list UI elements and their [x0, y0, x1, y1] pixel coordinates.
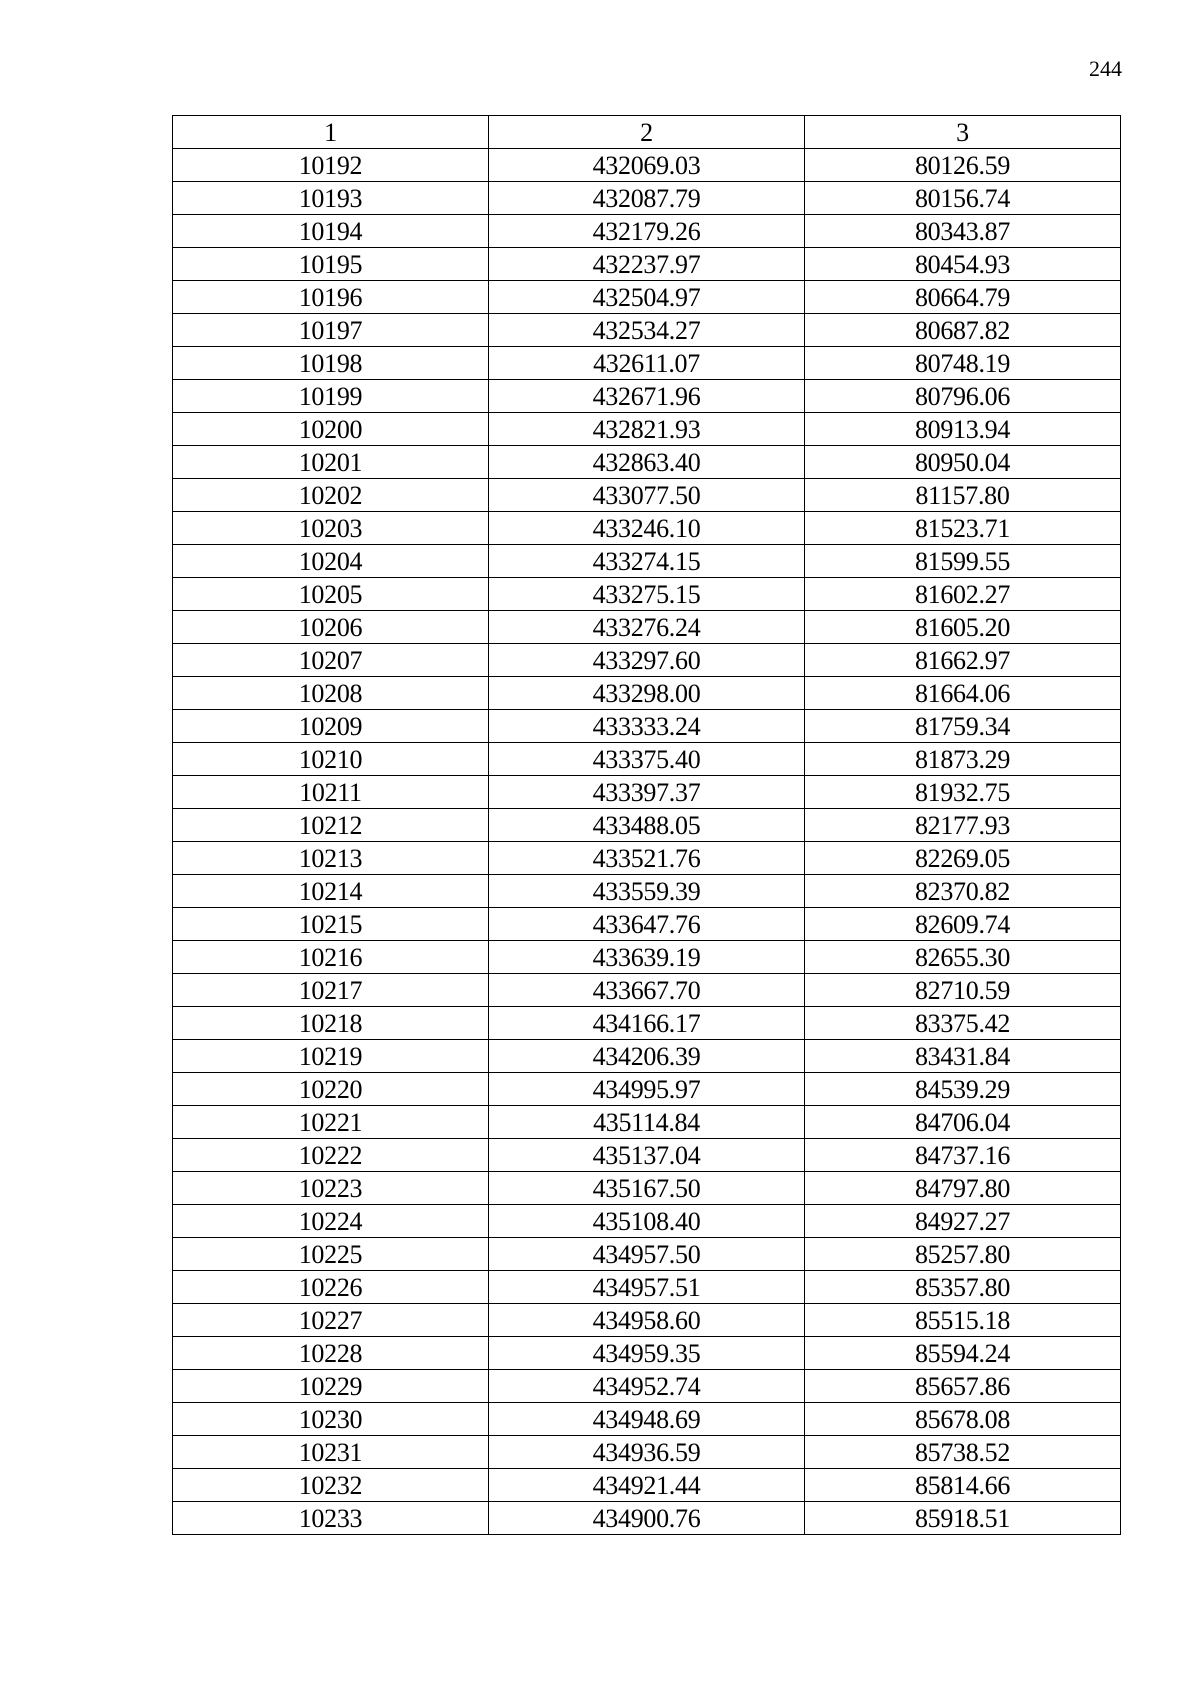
table-cell-col-1: 10226 — [173, 1271, 489, 1304]
table-row — [173, 1238, 1121, 1271]
table-row — [173, 1205, 1121, 1238]
table-cell-col-2: 433375.40 — [489, 743, 805, 776]
table-row — [173, 512, 1121, 545]
table-row — [173, 1304, 1121, 1337]
table-cell-col-1: 10200 — [173, 413, 489, 446]
table-cell-col-3: 85678.08 — [805, 1403, 1121, 1436]
table-cell-col-2: 432504.97 — [489, 281, 805, 314]
table-cell-col-1: 10210 — [173, 743, 489, 776]
table-cell-col-1: 10225 — [173, 1238, 489, 1271]
table-cell-col-3: 84706.04 — [805, 1106, 1121, 1139]
table-cell-col-1: 10194 — [173, 215, 489, 248]
table-row — [173, 1403, 1121, 1436]
table-cell-col-1: 10205 — [173, 578, 489, 611]
table-cell-col-2: 432087.79 — [489, 182, 805, 215]
table-body — [173, 149, 1121, 1535]
table-row — [173, 578, 1121, 611]
table-row — [173, 1469, 1121, 1502]
table-cell-col-1: 10201 — [173, 446, 489, 479]
table-cell-col-2: 433298.00 — [489, 677, 805, 710]
table-cell-col-3: 81599.55 — [805, 545, 1121, 578]
coordinates-table — [172, 115, 1121, 1535]
table-row — [173, 974, 1121, 1007]
table-cell-col-1: 10215 — [173, 908, 489, 941]
table-cell-col-2: 434959.35 — [489, 1337, 805, 1370]
table-row — [173, 1337, 1121, 1370]
table-cell-col-2: 432069.03 — [489, 149, 805, 182]
table-row — [173, 1139, 1121, 1172]
table-cell-col-3: 82710.59 — [805, 974, 1121, 1007]
table-row — [173, 1370, 1121, 1403]
table-cell-col-1: 10214 — [173, 875, 489, 908]
table-row — [173, 479, 1121, 512]
column-header-2: 2 — [489, 116, 805, 149]
table-row — [173, 1040, 1121, 1073]
table-row — [173, 281, 1121, 314]
table-cell-col-3: 80454.93 — [805, 248, 1121, 281]
table-cell-col-1: 10197 — [173, 314, 489, 347]
table-cell-col-3: 80664.79 — [805, 281, 1121, 314]
table-row — [173, 809, 1121, 842]
table-row — [173, 710, 1121, 743]
table-cell-col-2: 435137.04 — [489, 1139, 805, 1172]
table-cell-col-3: 85515.18 — [805, 1304, 1121, 1337]
table-cell-col-3: 85918.51 — [805, 1502, 1121, 1535]
table-cell-col-1: 10222 — [173, 1139, 489, 1172]
table-cell-col-1: 10199 — [173, 380, 489, 413]
table-cell-col-3: 81759.34 — [805, 710, 1121, 743]
table-cell-col-1: 10231 — [173, 1436, 489, 1469]
table-cell-col-2: 433246.10 — [489, 512, 805, 545]
table-cell-col-3: 82655.30 — [805, 941, 1121, 974]
table-cell-col-2: 434957.50 — [489, 1238, 805, 1271]
column-header-1: 1 — [173, 116, 489, 149]
table-cell-col-3: 80950.04 — [805, 446, 1121, 479]
table-row — [173, 347, 1121, 380]
table-cell-col-2: 432821.93 — [489, 413, 805, 446]
table-cell-col-3: 80913.94 — [805, 413, 1121, 446]
table-cell-col-3: 85257.80 — [805, 1238, 1121, 1271]
table-row — [173, 677, 1121, 710]
table-cell-col-2: 432237.97 — [489, 248, 805, 281]
table-cell-col-3: 85357.80 — [805, 1271, 1121, 1304]
table-row — [173, 941, 1121, 974]
table-cell-col-3: 82269.05 — [805, 842, 1121, 875]
table-row — [173, 545, 1121, 578]
table-cell-col-3: 85594.24 — [805, 1337, 1121, 1370]
table-cell-col-2: 434936.59 — [489, 1436, 805, 1469]
table-cell-col-2: 432671.96 — [489, 380, 805, 413]
table-cell-col-2: 433297.60 — [489, 644, 805, 677]
table-cell-col-2: 433333.24 — [489, 710, 805, 743]
table-cell-col-2: 434921.44 — [489, 1469, 805, 1502]
table-cell-col-2: 432863.40 — [489, 446, 805, 479]
table-row — [173, 842, 1121, 875]
table-cell-col-3: 85738.52 — [805, 1436, 1121, 1469]
table-row — [173, 743, 1121, 776]
table-cell-col-1: 10227 — [173, 1304, 489, 1337]
table-cell-col-3: 81157.80 — [805, 479, 1121, 512]
table-cell-col-1: 10211 — [173, 776, 489, 809]
table-cell-col-1: 10198 — [173, 347, 489, 380]
table-cell-col-1: 10217 — [173, 974, 489, 1007]
table-cell-col-3: 82609.74 — [805, 908, 1121, 941]
table-cell-col-1: 10223 — [173, 1172, 489, 1205]
table-cell-col-2: 432611.07 — [489, 347, 805, 380]
table-row — [173, 413, 1121, 446]
page-number: 244 — [1089, 56, 1122, 81]
table-cell-col-3: 81523.71 — [805, 512, 1121, 545]
column-header-3: 3 — [805, 116, 1121, 149]
table-cell-col-2: 433077.50 — [489, 479, 805, 512]
table-cell-col-2: 433397.37 — [489, 776, 805, 809]
table-cell-col-1: 10224 — [173, 1205, 489, 1238]
table-cell-col-1: 10213 — [173, 842, 489, 875]
table-cell-col-2: 433667.70 — [489, 974, 805, 1007]
table-cell-col-2: 434900.76 — [489, 1502, 805, 1535]
table-cell-col-3: 80748.19 — [805, 347, 1121, 380]
table-cell-col-1: 10209 — [173, 710, 489, 743]
table-row — [173, 149, 1121, 182]
table-cell-col-3: 81602.27 — [805, 578, 1121, 611]
table-cell-col-2: 433276.24 — [489, 611, 805, 644]
table-cell-col-2: 434957.51 — [489, 1271, 805, 1304]
table-cell-col-1: 10196 — [173, 281, 489, 314]
table-cell-col-3: 81664.06 — [805, 677, 1121, 710]
table-cell-col-1: 10204 — [173, 545, 489, 578]
table-cell-col-3: 84927.27 — [805, 1205, 1121, 1238]
table-cell-col-1: 10232 — [173, 1469, 489, 1502]
table-cell-col-1: 10206 — [173, 611, 489, 644]
table-cell-col-2: 433488.05 — [489, 809, 805, 842]
table-row — [173, 1007, 1121, 1040]
table-cell-col-3: 83375.42 — [805, 1007, 1121, 1040]
table-row — [173, 215, 1121, 248]
table-cell-col-1: 10221 — [173, 1106, 489, 1139]
table-row — [173, 644, 1121, 677]
table-cell-col-1: 10195 — [173, 248, 489, 281]
table-cell-col-1: 10220 — [173, 1073, 489, 1106]
table-cell-col-3: 80687.82 — [805, 314, 1121, 347]
table-cell-col-1: 10216 — [173, 941, 489, 974]
table-cell-col-3: 80126.59 — [805, 149, 1121, 182]
table-row — [173, 314, 1121, 347]
table-cell-col-1: 10193 — [173, 182, 489, 215]
table-cell-col-3: 85657.86 — [805, 1370, 1121, 1403]
table-cell-col-3: 82370.82 — [805, 875, 1121, 908]
table-cell-col-2: 432179.26 — [489, 215, 805, 248]
table-cell-col-2: 433275.15 — [489, 578, 805, 611]
table-row — [173, 908, 1121, 941]
table-cell-col-2: 434995.97 — [489, 1073, 805, 1106]
table-cell-col-1: 10229 — [173, 1370, 489, 1403]
table-cell-col-2: 433274.15 — [489, 545, 805, 578]
table-cell-col-3: 84797.80 — [805, 1172, 1121, 1205]
table-row — [173, 380, 1121, 413]
table-cell-col-2: 434206.39 — [489, 1040, 805, 1073]
table-row — [173, 1106, 1121, 1139]
table-row — [173, 1073, 1121, 1106]
table-cell-col-3: 81873.29 — [805, 743, 1121, 776]
table-cell-col-1: 10203 — [173, 512, 489, 545]
table-cell-col-1: 10230 — [173, 1403, 489, 1436]
table-cell-col-2: 433559.39 — [489, 875, 805, 908]
table-cell-col-2: 434166.17 — [489, 1007, 805, 1040]
table-row — [173, 1436, 1121, 1469]
table-cell-col-1: 10208 — [173, 677, 489, 710]
table-cell-col-2: 434948.69 — [489, 1403, 805, 1436]
table-cell-col-2: 433647.76 — [489, 908, 805, 941]
table-cell-col-3: 80796.06 — [805, 380, 1121, 413]
table-cell-col-3: 82177.93 — [805, 809, 1121, 842]
table-cell-col-2: 433639.19 — [489, 941, 805, 974]
table-row — [173, 1271, 1121, 1304]
table-row — [173, 248, 1121, 281]
table-cell-col-2: 433521.76 — [489, 842, 805, 875]
table-row — [173, 875, 1121, 908]
table-cell-col-2: 435108.40 — [489, 1205, 805, 1238]
table-cell-col-2: 432534.27 — [489, 314, 805, 347]
table-cell-col-3: 81605.20 — [805, 611, 1121, 644]
table-cell-col-2: 435167.50 — [489, 1172, 805, 1205]
table-cell-col-3: 84737.16 — [805, 1139, 1121, 1172]
table-cell-col-3: 80156.74 — [805, 182, 1121, 215]
table-row — [173, 446, 1121, 479]
table-cell-col-3: 81932.75 — [805, 776, 1121, 809]
table-cell-col-3: 80343.87 — [805, 215, 1121, 248]
table-cell-col-1: 10233 — [173, 1502, 489, 1535]
table-cell-col-3: 85814.66 — [805, 1469, 1121, 1502]
table-row — [173, 1502, 1121, 1535]
table-row — [173, 776, 1121, 809]
table-cell-col-1: 10212 — [173, 809, 489, 842]
table-row — [173, 611, 1121, 644]
table-cell-col-1: 10192 — [173, 149, 489, 182]
table-header — [173, 116, 1121, 149]
table-cell-col-3: 83431.84 — [805, 1040, 1121, 1073]
table-cell-col-1: 10202 — [173, 479, 489, 512]
table-cell-col-1: 10218 — [173, 1007, 489, 1040]
table-row — [173, 1172, 1121, 1205]
table-row — [173, 182, 1121, 215]
table-cell-col-3: 81662.97 — [805, 644, 1121, 677]
table-cell-col-2: 434958.60 — [489, 1304, 805, 1337]
table-cell-col-3: 84539.29 — [805, 1073, 1121, 1106]
table-cell-col-1: 10228 — [173, 1337, 489, 1370]
table-cell-col-2: 435114.84 — [489, 1106, 805, 1139]
header-row — [173, 116, 1121, 149]
table-cell-col-2: 434952.74 — [489, 1370, 805, 1403]
table-cell-col-1: 10219 — [173, 1040, 489, 1073]
table-cell-col-1: 10207 — [173, 644, 489, 677]
